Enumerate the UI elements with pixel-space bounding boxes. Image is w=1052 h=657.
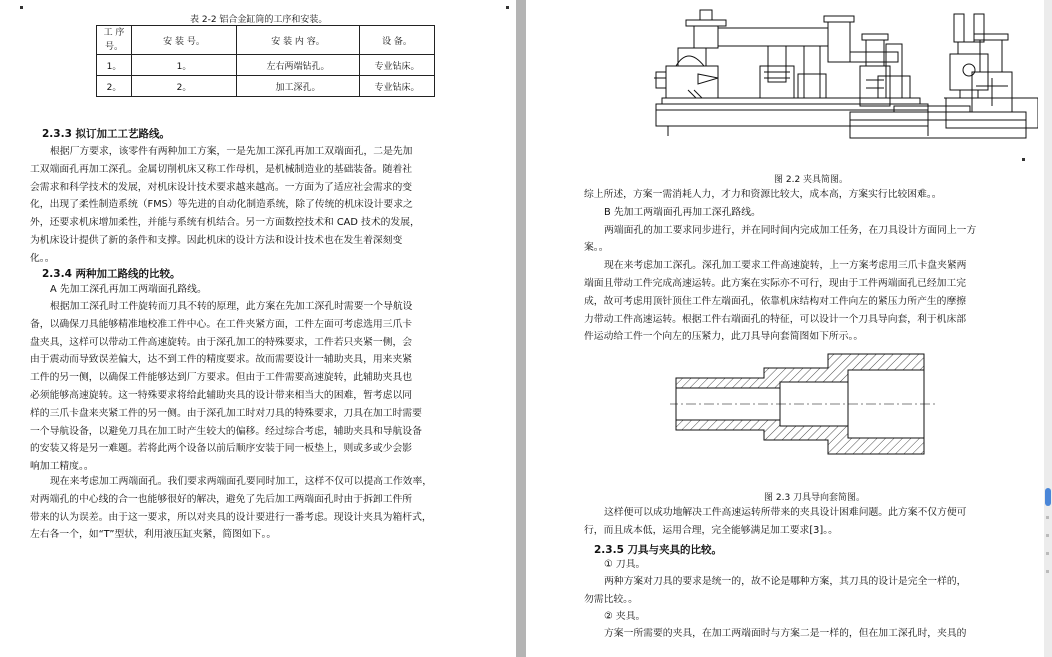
- text-line: 由于震动而导致误差偏大，达不到工件的精度要求。故而需要设计一辅助夹具，用来夹紧: [30, 354, 413, 366]
- corner-mark: [506, 6, 509, 9]
- paragraph-tool: [584, 573, 966, 609]
- plan-b-title: B 先加工两端面孔再加工深孔路线。: [604, 206, 761, 218]
- text-line: 工件的另一侧，以确保工件能够达到厂方要求。但由于工件需要高速旋转，此辅助夹具也: [30, 372, 413, 384]
- text-line: 备，以确保刀具能够精准地校准工件中心。在工件夹紧方面，工件左面可考虑选用三爪卡: [30, 318, 413, 330]
- figure-2-3-caption: 图 2.3 刀具导向套简图。: [764, 493, 866, 503]
- document-page-right: [526, 0, 1044, 657]
- table-cell: 专业钻床。: [360, 55, 435, 76]
- table-cell: 2。: [132, 76, 237, 97]
- tool-guide-sleeve-drawing: [670, 348, 938, 480]
- text-line: 两端面孔的加工要求同步进行，并在同时间内完成加工任务，在刀具设计方面同上一方: [604, 224, 977, 236]
- text-line: 现在来考虑加工两端面孔。我们要求两端面孔要同时加工，这样不仅可以提高工作效率，: [50, 476, 433, 487]
- text-line: 必须能够高速旋转。这一特殊要求将给此辅助夹具的设计带来相当大的困难，暂考虑以同: [30, 389, 413, 401]
- page-gutter: [516, 0, 526, 657]
- section-heading-2-3-4: 2.3.4 两种加工路线的比较。: [42, 268, 181, 280]
- table-cell: 左右两端钻孔。: [237, 55, 360, 76]
- figure-2-2-caption: 图 2.2 夹具简图。: [774, 175, 849, 185]
- item-1-label: ① 刀具。: [604, 559, 646, 570]
- table-header-cell: 工 序 号。: [97, 26, 132, 55]
- plan-a-title: A 先加工深孔再加工两端面孔路线。: [50, 284, 207, 295]
- paragraph-end-face-holes: [30, 473, 432, 544]
- text-line: 力带动工件高速运转。根据工件右端面孔的特征，可以设计一个刀具导向套，利于机床部: [584, 313, 967, 325]
- corner-mark: [1022, 158, 1025, 161]
- text-line: 样的三爪卡盘来夹紧工件的另一侧。由于深孔加工时对刀具的特殊要求，刀具在加工时需要: [30, 407, 422, 419]
- paragraph-conclusion: [584, 504, 966, 540]
- scroll-marker: [1046, 534, 1049, 537]
- text-line: 案。。: [584, 242, 609, 254]
- text-line: 这样便可以成功地解决工件高速运转所带来的夹具设计困难问题。此方案不仅方便可: [604, 507, 967, 518]
- document-page-left: [0, 0, 516, 657]
- process-table: [96, 25, 435, 97]
- paragraph-plan-a: [30, 298, 422, 476]
- paragraph-2-3-3: [30, 143, 420, 268]
- item-2-label: ② 夹具。: [604, 611, 646, 622]
- text-line: 行，而且成本低，运用合理，完全能够满足加工要求[3]。。: [584, 524, 838, 536]
- table-row: [97, 76, 435, 97]
- text-line: 工双端面孔再加工深孔。金属切削机床又称工作母机，是机械制造业的基础装备。随着社: [30, 163, 413, 175]
- table-header-row: [97, 26, 435, 55]
- text-line: 根据厂方要求，该零件有两种加工方案，一是先加工深孔再加工双端面孔，二是先加: [50, 146, 413, 157]
- scroll-marker: [1046, 570, 1049, 573]
- paragraph-summary-plan-b: [584, 186, 976, 346]
- table-header-cell: 安 装 内 容。: [237, 26, 360, 55]
- text-line: 会需求和科学技术的发展，对机床设计技术要求越来越高。一方面为了适应社会需求的变: [30, 181, 413, 193]
- scrollbar-thumb[interactable]: [1045, 488, 1051, 506]
- vertical-scrollbar[interactable]: [1044, 0, 1052, 657]
- text-line: 勿需比较。。: [584, 593, 638, 605]
- table-cell: 1。: [132, 55, 237, 76]
- text-line: 端面且带动工件完成高速运转。此方案在实际亦不可行，现由于工件两端面孔已经加工完: [584, 277, 967, 289]
- text-line: 现在来考虑加工深孔。深孔加工要求工件高速旋转，上一方案考虑用三爪卡盘夹紧两: [604, 260, 967, 272]
- text-line: 盘夹具，这样可以带动工件高速旋转。由于深孔加工的特殊要求，工件若只夹紧一侧，会: [30, 336, 413, 348]
- text-line: 带来的认为误差。由于这一要求，所以对夹具的设计要进行一番考虑。现设计夹具为箱杆式，: [30, 511, 432, 523]
- text-line: 响加工精度。。: [30, 461, 94, 473]
- text-line: 化，出现了柔性制造系统（FMS）等先进的自动化制造系统，除了传统的机床设计要求之: [30, 199, 413, 211]
- table-cell: 加工深孔。: [237, 76, 360, 97]
- table-header-cell: 安 装 号。: [132, 26, 237, 55]
- text-line: 综上所述，方案一需消耗人力，才力和资源比较大，成本高，方案实行比较困难。。: [584, 189, 942, 200]
- section-heading-2-3-3: 2.3.3 拟订加工工艺路线。: [42, 128, 171, 140]
- text-line: 件运动给工件一个向左的压紧力，此刀具导向套简图如下所示。。: [584, 331, 864, 343]
- text-line: 方案一所需要的夹具，在加工两端面时与方案二是一样的，但在加工深孔时，夹具的: [604, 628, 967, 639]
- fixture-side-view: [846, 26, 1032, 146]
- table-cell: 2。: [97, 76, 132, 97]
- table-cell: 专业钻床。: [360, 76, 435, 97]
- scroll-marker: [1046, 516, 1049, 519]
- text-line: 外，还要求机床增加柔性，并能与系统有机结合。另一方面数控技术和 CAD 技术的发展，: [30, 217, 420, 229]
- text-line: 化。。: [30, 252, 55, 264]
- section-heading-2-3-5: 2.3.5 刀具与夹具的比较。: [594, 544, 723, 556]
- text-line: 根据加工深孔时工件旋转而刀具不转的原理，此方案在先加工深孔时需要一个导航设: [50, 301, 413, 312]
- text-line: 的安装又将是另一难题。若将此两个设备以前后顺序安装于同一板垫上，则或多或少会影: [30, 443, 413, 455]
- paragraph-fixture: [584, 625, 966, 643]
- table-caption: 表 2-2 铝合金缸筒的工序和安装。: [190, 15, 328, 25]
- table-cell: 1。: [97, 55, 132, 76]
- text-line: 一个导航设备，以避免刀具在加工时产生较大的偏移。经过综合考虑，辅助夹具和导航设备: [30, 425, 422, 437]
- text-line: 对两端孔的中心线的合一也能够很好的解决，避免了先后加工两端面孔时由于拆卸工件所: [30, 493, 413, 505]
- text-line: 左右各一个，如“T”型状，利用液压缸夹紧，简图如下。。: [30, 529, 277, 541]
- table-row: [97, 55, 435, 76]
- text-line: 两种方案对刀具的要求是统一的，故不论是哪种方案，其刀具的设计是完全一样的，: [604, 576, 967, 587]
- table-header-cell: 设 备。: [360, 26, 435, 55]
- text-line: 为机床设计提供了新的条件和支撑。因此机床的设计方法和设计技术也在发生着深刻变: [30, 234, 403, 246]
- text-line: 成，故可考虑用顶针顶住工件左端面孔，依靠机床结构对工件向左的紧压力所产生的摩擦: [584, 295, 967, 307]
- scroll-marker: [1046, 552, 1049, 555]
- corner-mark: [20, 6, 23, 9]
